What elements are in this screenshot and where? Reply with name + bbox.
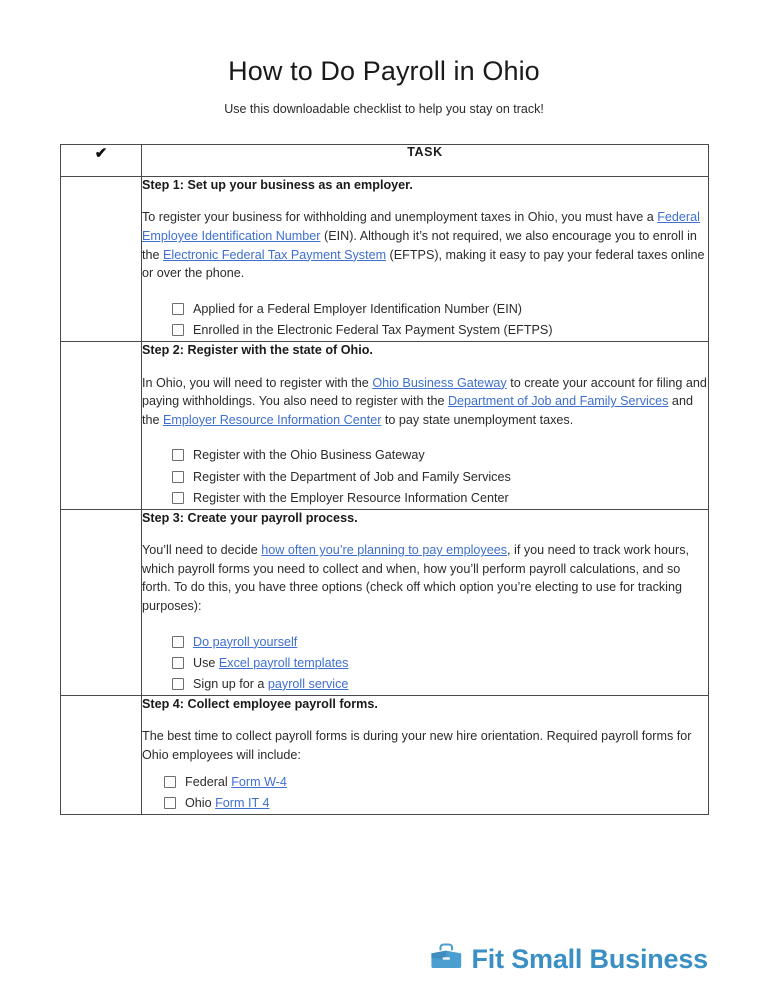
checkbox-item[interactable]: [164, 772, 708, 792]
inline-text: Sign up for a: [193, 676, 268, 691]
inline-text: and the: [142, 394, 693, 427]
checkmark-icon: ✔: [94, 145, 108, 162]
table-row: [61, 177, 709, 342]
checkbox-icon[interactable]: [172, 303, 184, 315]
checkbox-item[interactable]: [172, 674, 708, 694]
checkbox-icon[interactable]: [164, 797, 176, 809]
column-header-check: [61, 145, 142, 177]
step-description: [142, 727, 708, 764]
checkbox-icon[interactable]: [172, 636, 184, 648]
inline-text: , if you need to track work hours, which payroll forms you need to collect and when, how you’ll perform payroll calculations, and so forth. To do this, you have three options (check off which option you’re electing to use for tracking purposes):: [142, 543, 690, 614]
checkbox-item[interactable]: [164, 793, 708, 813]
table-row: [61, 509, 709, 695]
inline-text: (EIN). Although it’s not required, we also encourage you to enroll in the: [142, 228, 697, 262]
checkbox-item[interactable]: [172, 632, 708, 652]
checkbox-label: [193, 632, 297, 652]
table-body: [61, 177, 709, 815]
checkbox-label: [193, 653, 348, 673]
inline-link[interactable]: Ohio Business Gateway: [372, 375, 507, 390]
step-description: [142, 541, 708, 616]
inline-link[interactable]: Employer Resource Information Center: [163, 412, 382, 427]
checkbox-icon[interactable]: [172, 324, 184, 336]
inline-text: to pay state unemployment taxes.: [381, 412, 574, 427]
table-header-row: [61, 145, 709, 177]
checkbox-item[interactable]: [172, 445, 708, 465]
row-check-cell[interactable]: [61, 696, 142, 815]
row-task-cell: [142, 177, 709, 342]
checkbox-icon[interactable]: [172, 449, 184, 461]
checkbox-icon[interactable]: [172, 471, 184, 483]
inline-link[interactable]: Federal Employee Identification Number: [142, 210, 700, 243]
inline-text: Register with the Department of Job and Family Services: [193, 469, 511, 484]
table-row: [61, 342, 709, 510]
table-header: [61, 145, 709, 177]
inline-text: You’ll need to decide: [142, 543, 262, 558]
inline-text: Use: [193, 655, 219, 670]
column-header-task: TASK: [142, 145, 709, 177]
row-task-cell: [142, 509, 709, 695]
checkbox-item[interactable]: [172, 653, 708, 673]
checkbox-label: [185, 793, 269, 813]
checkbox-label: [185, 772, 287, 792]
inline-link[interactable]: Form IT 4: [215, 795, 270, 810]
inline-text: (EFTPS), making it easy to pay your federal taxes online or over the phone.: [142, 247, 705, 281]
inline-text: Register with the Ohio Business Gateway: [193, 448, 425, 463]
checkbox-item[interactable]: [172, 299, 708, 319]
row-task-cell: [142, 696, 709, 815]
inline-link[interactable]: Excel payroll templates: [218, 655, 349, 670]
row-check-cell[interactable]: [61, 177, 142, 342]
inline-text: Applied for a Federal Employer Identification Number (EIN): [193, 301, 522, 316]
inline-text: Ohio: [185, 795, 216, 810]
inline-text: Federal: [185, 774, 232, 789]
checklist-table: [60, 144, 709, 815]
step-title: Step 2: Register with the state of Ohio.: [142, 343, 373, 358]
inline-link[interactable]: Electronic Federal Tax Payment System: [163, 247, 387, 262]
checkbox-icon[interactable]: [164, 776, 176, 788]
checkbox-label: [193, 674, 348, 694]
checkbox-list: [142, 445, 708, 507]
checkbox-label: [193, 445, 425, 465]
checkbox-item[interactable]: [172, 467, 708, 487]
checkbox-icon[interactable]: [172, 657, 184, 669]
checkbox-icon[interactable]: [172, 678, 184, 690]
checkbox-item[interactable]: [172, 320, 708, 340]
checkbox-list: [142, 632, 708, 694]
inline-text: Register with the Employer Resource Information Center: [193, 490, 509, 505]
page-title: How to Do Payroll in Ohio: [228, 56, 540, 86]
inline-link[interactable]: payroll service: [267, 676, 349, 691]
table-row: [61, 696, 709, 815]
checkbox-label: [193, 467, 511, 487]
inline-text: To register your business for withholding and unemployment taxes in Ohio, you must have a: [142, 210, 658, 225]
checkbox-label: [193, 488, 509, 508]
briefcase-icon: [429, 942, 463, 976]
inline-link[interactable]: Department of Job and Family Services: [447, 394, 669, 409]
inline-link[interactable]: Do payroll yourself: [193, 634, 298, 649]
inline-link[interactable]: Form W-4: [231, 774, 287, 789]
checkbox-label: [193, 299, 522, 319]
logo-text: Fit Small Business: [471, 943, 708, 974]
step-description: [142, 208, 708, 283]
checkbox-list: [142, 299, 708, 340]
page-subtitle: Use this downloadable checklist to help you stay on track!: [224, 102, 544, 117]
checkbox-item[interactable]: [172, 488, 708, 508]
step-title: Step 4: Collect employee payroll forms.: [142, 697, 378, 712]
inline-link[interactable]: how often you’re planning to pay employees: [261, 543, 508, 558]
checkbox-list: [142, 772, 708, 813]
inline-text: The best time to collect payroll forms is during your new hire orientation. Required payroll forms for Ohio employees will include:: [142, 729, 692, 763]
inline-text: to create your account for filing and paying withholdings. You also need to register with the: [142, 375, 707, 409]
step-title: Step 1: Set up your business as an employer.: [142, 178, 413, 192]
row-task-cell: [142, 342, 709, 510]
checkbox-label: [193, 320, 553, 340]
inline-text: In Ohio, you will need to register with the: [142, 375, 373, 390]
row-check-cell[interactable]: [61, 342, 142, 510]
step-title: Step 3: Create your payroll process.: [142, 510, 358, 525]
inline-text: Enrolled in the Electronic Federal Tax Payment System (EFTPS): [193, 323, 553, 337]
step-description: [142, 374, 708, 430]
checkbox-icon[interactable]: [172, 492, 184, 504]
footer-logo: [429, 942, 708, 976]
row-check-cell[interactable]: [61, 509, 142, 695]
